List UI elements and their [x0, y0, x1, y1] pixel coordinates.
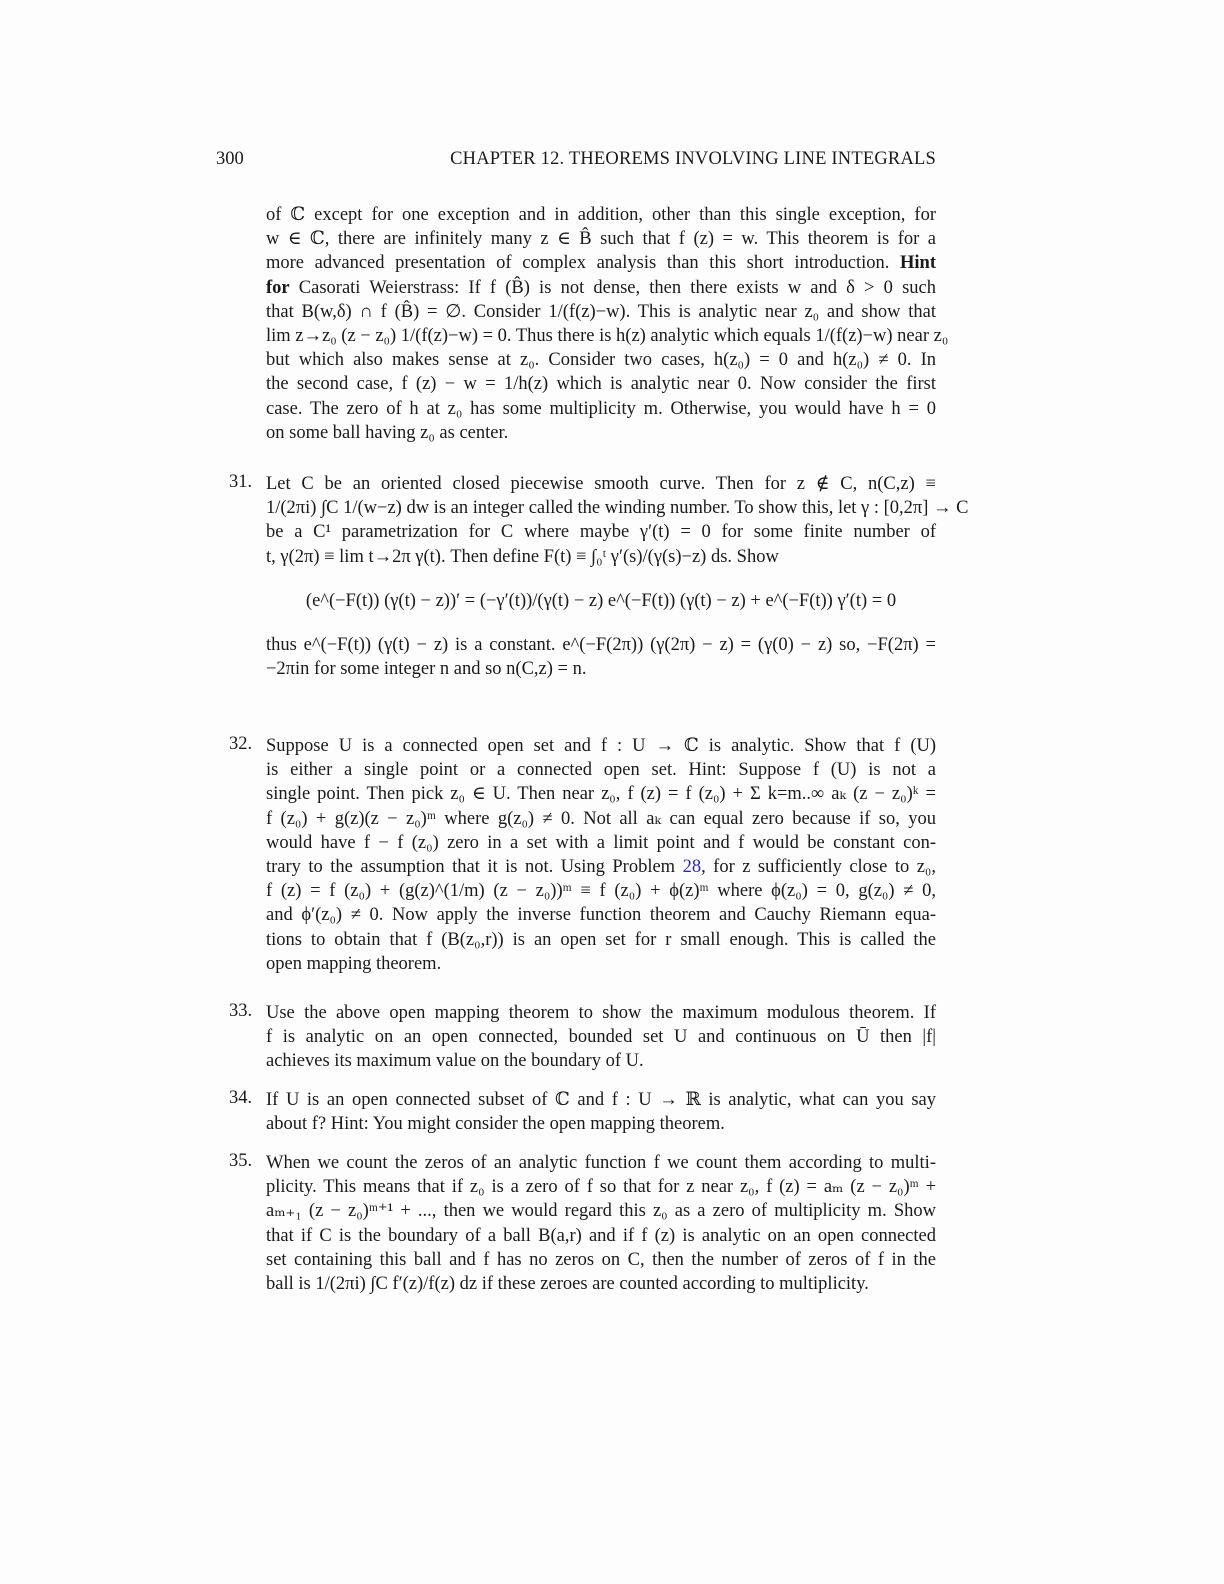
- text-line: t, γ(2π) ≡ lim t→2π γ(t). Then define F(t) ≡ ∫₀ᵗ γ′(s)/(γ(s)−z) ds. Show: [266, 546, 779, 567]
- text-line: w ∈ ℂ, there are infinitely many z ∈ B̂ such that f (z) = w. This theorem is for a: [266, 229, 936, 250]
- intro-paragraph: [266, 203, 949, 445]
- text-line: open mapping theorem.: [266, 953, 442, 974]
- text-line: the second case, f (z) − w = 1/h(z) which is analytic near 0. Now consider the first: [266, 374, 936, 395]
- text-line: Let C be an oriented closed piecewise smooth curve. Then for z ∉ C, n(C,z) ≡: [266, 474, 936, 494]
- problem-number: 34.: [229, 1088, 253, 1108]
- problem-35: [229, 1151, 936, 1296]
- text-line: that B(w,δ) ∩ f (B̂) = ∅. Consider 1/(f(z)−w). This is analytic near z₀ and show that: [266, 301, 936, 322]
- chapter-title: CHAPTER 12. THEOREMS INVOLVING LINE INTEGRALS: [450, 149, 936, 169]
- text-line: If U is an open connected subset of ℂ and f : U → ℝ is analytic, what can you say: [266, 1090, 936, 1110]
- problem-33: [229, 1001, 936, 1074]
- display-equation: (e^(−F(t)) (γ(t) − z))′ = (−γ′(t))/(γ(t) − z) e^(−F(t)) (γ(t) − z) + e^(−F(t)) γ′(t) = 0: [305, 590, 897, 611]
- problem-34: [229, 1088, 936, 1136]
- text-line: more advanced presentation of complex analysis than this short introduction. Hint: [266, 253, 936, 274]
- text-line: lim z→z₀ (z − z₀) 1/(f(z)−w) = 0. Thus there is h(z) analytic which equals 1/(f(z)−w) near z₀: [266, 325, 949, 346]
- text-line: that if C is the boundary of a ball B(a,r) and if f (z) is analytic on an open connected: [266, 1225, 936, 1246]
- text-line: achieves its maximum value on the boundary of U.: [266, 1051, 644, 1072]
- text-line: f (z) = f (z₀) + (g(z)^(1/m) (z − z₀))ᵐ ≡ f (z₀) + ϕ(z)ᵐ where ϕ(z₀) = 0, g(z₀) ≠ 0,: [266, 881, 936, 902]
- text-line: When we count the zeros of an analytic function f we count them according to multi-: [266, 1153, 936, 1173]
- text-line: on some ball having z₀ as center.: [266, 422, 509, 443]
- text-line: f (z₀) + g(z)(z − z₀)ᵐ where g(z₀) ≠ 0. Not all aₖ can equal zero because if so, you: [266, 808, 936, 829]
- problem-number: 33.: [229, 1001, 253, 1021]
- text-line: and ϕ′(z₀) ≠ 0. Now apply the inverse function theorem and Cauchy Riemann equa-: [266, 905, 936, 926]
- text-line: but which also makes sense at z₀. Consider two cases, h(z₀) = 0 and h(z₀) ≠ 0. In: [266, 350, 936, 371]
- page-number: 300: [216, 149, 244, 169]
- text-line: about f? Hint: You might consider the open mapping theorem.: [266, 1114, 725, 1135]
- problem-32: [229, 734, 936, 976]
- hint-label: Hint: [900, 253, 936, 274]
- text-line: plicity. This means that if z₀ is a zero of f so that for z near z₀, f (z) = aₘ (z − z₀)ᵐ +: [266, 1177, 936, 1198]
- casorati-label: for: [266, 277, 290, 298]
- text-line: −2πin for some integer n and so n(C,z) = n.: [266, 658, 587, 679]
- text-line: ball is 1/(2πi) ∫C f′(z)/f(z) dz if these zeroes are counted according to multiplicity.: [266, 1273, 869, 1294]
- text-line: is either a single point or a connected open set. Hint: Suppose f (U) is not a: [266, 760, 936, 781]
- text-line: would have f − f (z₀) zero in a set with a limit point and f would be constant con-: [266, 832, 936, 853]
- text-line: thus e^(−F(t)) (γ(t) − z) is a constant. e^(−F(2π)) (γ(2π) − z) = (γ(0) − z) so, −F(2π) =: [266, 634, 936, 655]
- problem-number: 31.: [229, 472, 253, 492]
- problem-28-link[interactable]: 28: [682, 856, 702, 877]
- text-line: 1/(2πi) ∫C 1/(w−z) dw is an integer called the winding number. To show this, let γ : [0,2π] → C: [266, 498, 969, 519]
- text-line: Use the above open mapping theorem to show the maximum modulous theorem. If: [266, 1003, 936, 1023]
- text-line: case. The zero of h at z₀ has some multiplicity m. Otherwise, you would have h = 0: [266, 398, 936, 419]
- text-line: Suppose U is a connected open set and f : U → ℂ is analytic. Show that f (U): [266, 736, 936, 756]
- problem-31: [229, 472, 969, 681]
- text-line: for Casorati Weierstrass: If f (B̂) is not dense, then there exists w and δ > 0 such: [266, 277, 936, 298]
- text-line: single point. Then pick z₀ ∈ U. Then near z₀, f (z) = f (z₀) + Σ k=m..∞ aₖ (z − z₀)ᵏ =: [266, 784, 936, 805]
- running-header: [216, 149, 936, 173]
- text-line: f is analytic on an open connected, bounded set U and continuous on Ū then |f|: [266, 1027, 936, 1048]
- text-line: trary to the assumption that it is not. Using Problem 28, for z sufficiently close to z₀,: [266, 856, 936, 877]
- problem-number: 35.: [229, 1151, 253, 1171]
- text-line: be a C¹ parametrization for C where maybe γ′(t) = 0 for some finite number of: [266, 522, 936, 543]
- text-line: set containing this ball and f has no zeros on C, then the number of zeros of f in the: [266, 1249, 936, 1270]
- problem-number: 32.: [229, 734, 253, 754]
- text-line: tions to obtain that f (B(z₀,r)) is an open set for r small enough. This is called the: [266, 929, 936, 950]
- text-line: aₘ₊₁ (z − z₀)ᵐ⁺¹ + ..., then we would regard this z₀ as a zero of multiplicity m. Show: [266, 1201, 936, 1222]
- text-line: of ℂ except for one exception and in addition, other than this single exception, for: [266, 205, 936, 225]
